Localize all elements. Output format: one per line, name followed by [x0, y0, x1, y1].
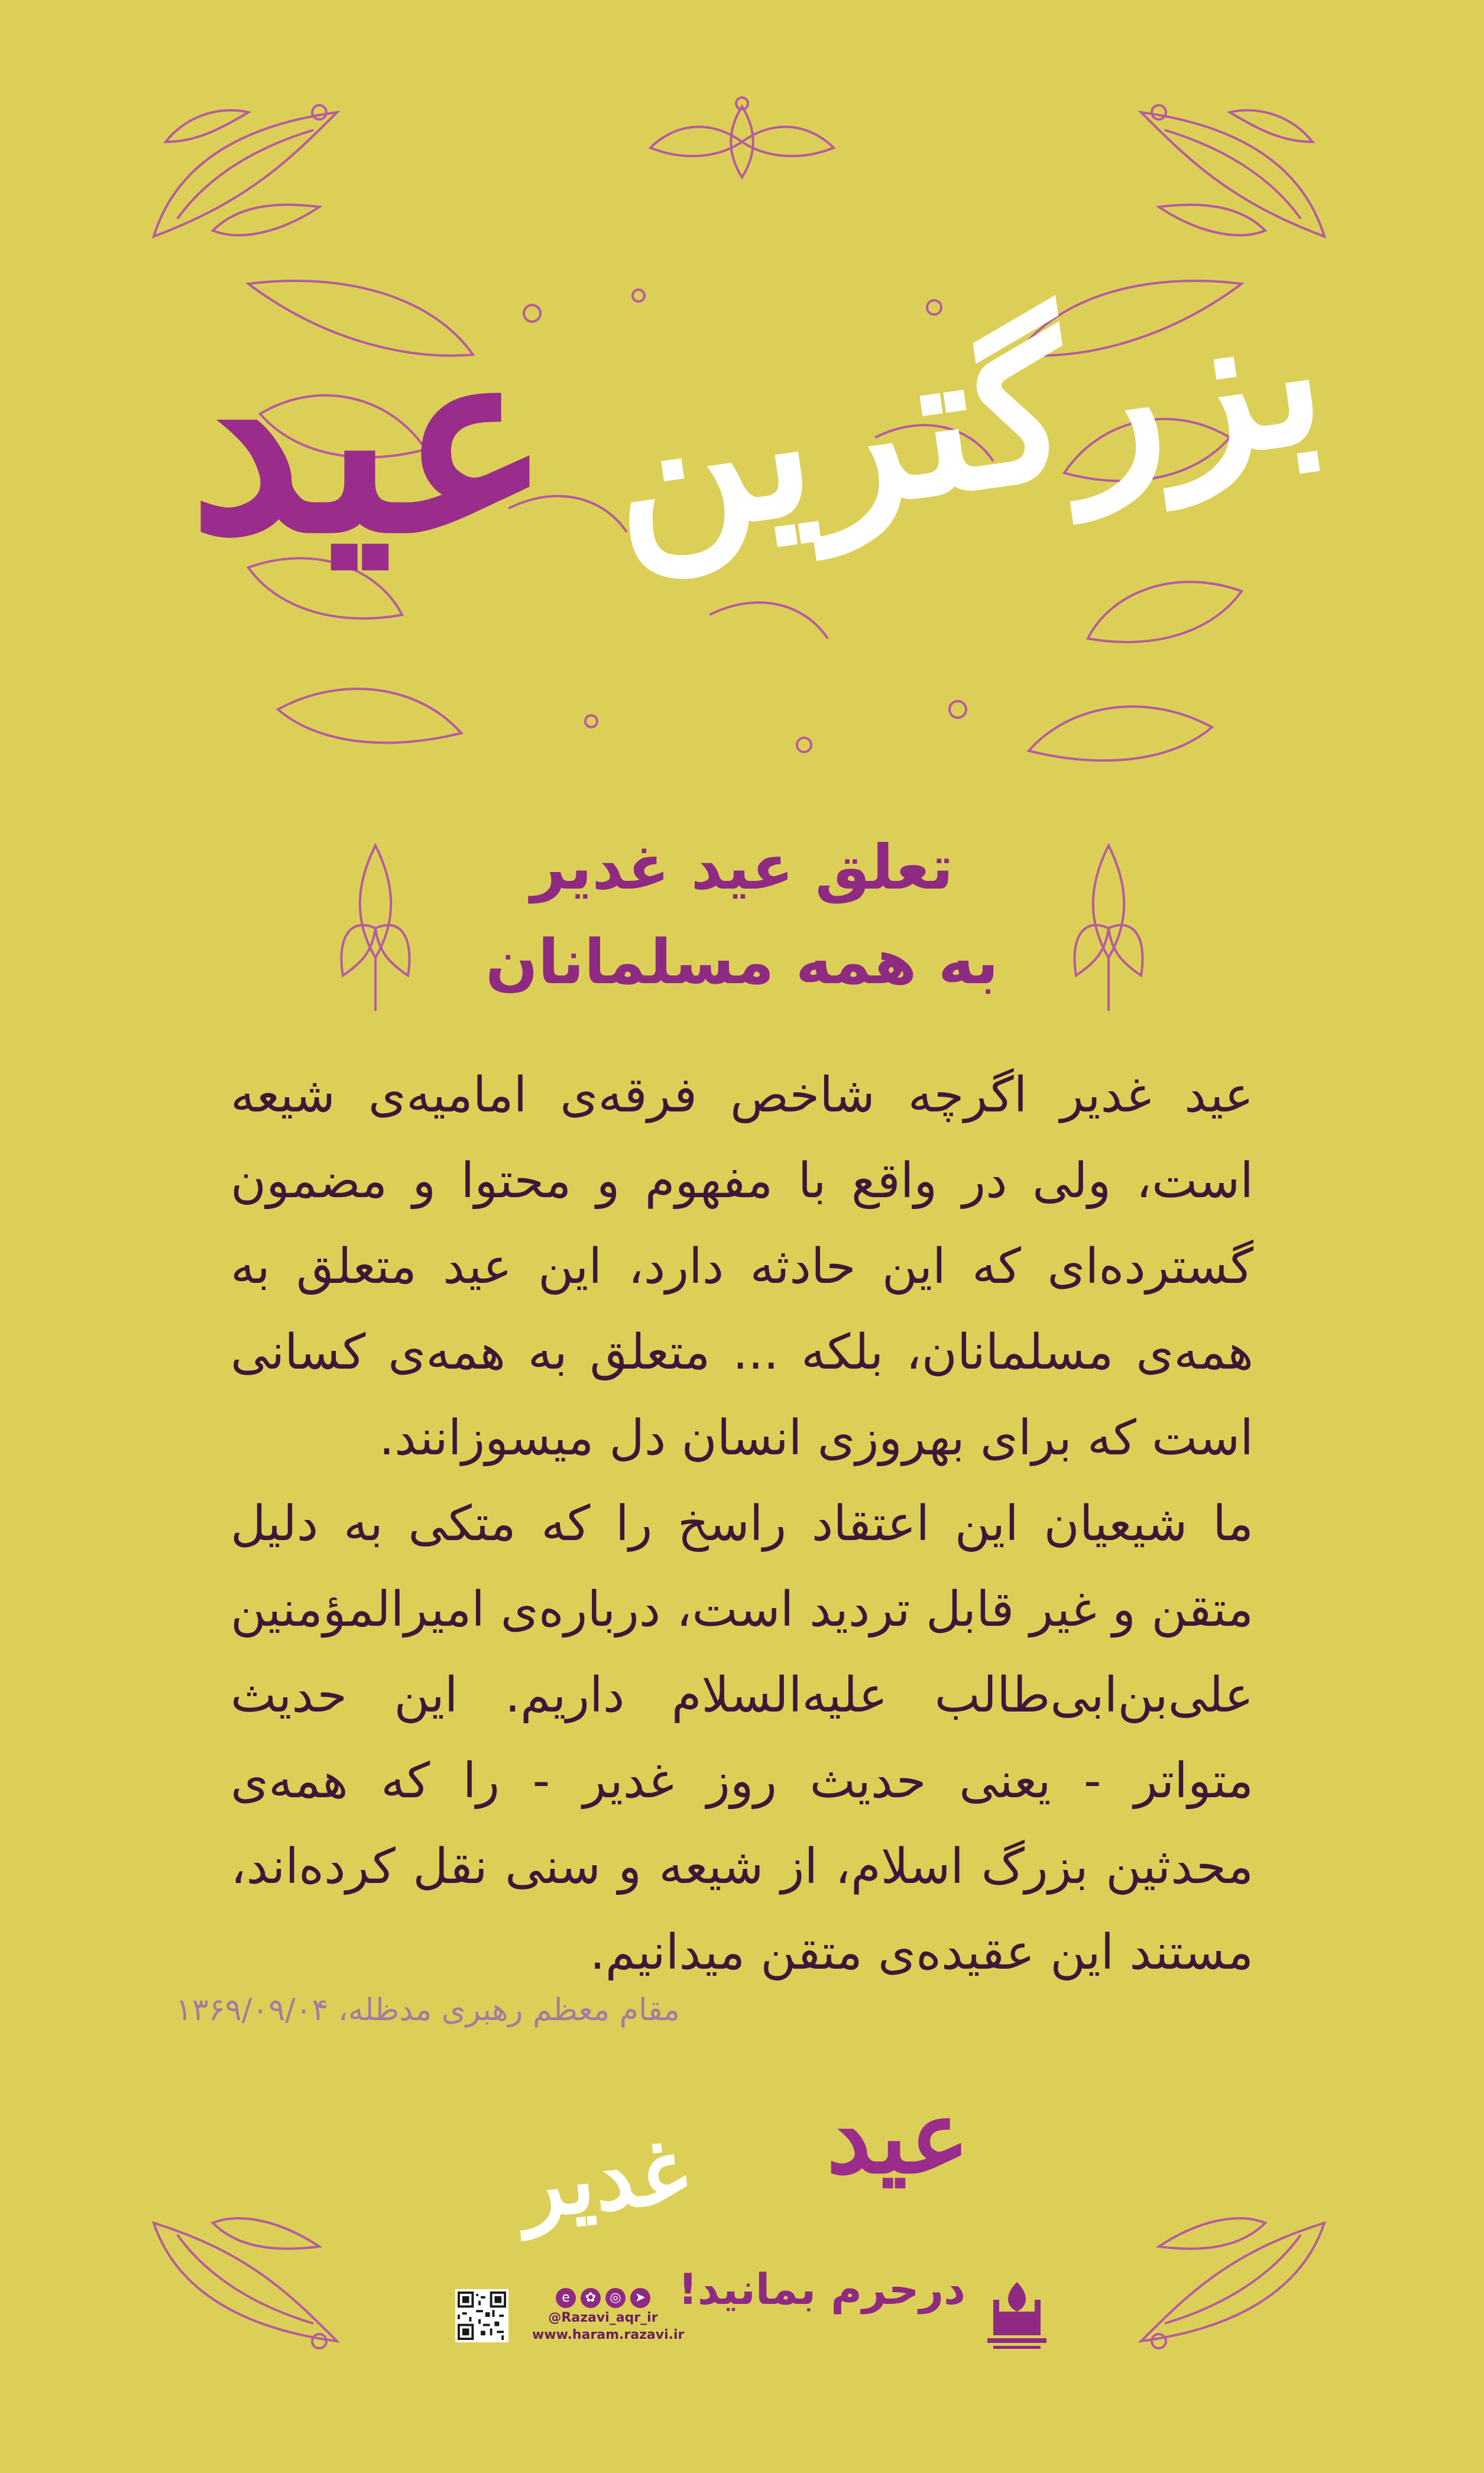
ornament-bottom-left-icon: [142, 2211, 355, 2365]
ornament-top-left-icon: [142, 89, 355, 248]
body-paragraph-1: عید غدیر اگرچه شاخص فرقه‌ی امامیه‌ی شیعه است، ولی در واقع با مفهوم و محتوا و مضمون گسترده‌ای که این حادثه دارد، این عید متعلق به همه‌ی مسلمانان، بلکه ... متعلق به همه‌ی کسانی است که برای بهروزی انسان دل میسوزانند.: [231, 1067, 1253, 1466]
qr-code-icon: [455, 2289, 508, 2342]
body-paragraph-2: ما شیعیان این اعتقاد راسخ را که متکی به دلیل متقن و غیر قابل تردید است، درباره‌ی امیرالمؤمنین علی‌بن‌ابی‌طالب علیه‌السلام داریم. این حدیث متواتر - یعنی حدیث روز غدیر - را که همه‌ی محدثین بزرگ اسلام، از شیعه و سنی نقل کرده‌اند، مستند این عقیده‌ی متقن میدانیم.: [231, 1496, 1253, 1981]
calligraphy-white-text: بزرگترین: [594, 255, 1338, 584]
ornament-subtitle-left-icon: [331, 840, 420, 1017]
ornament-bottom-right-icon: [1123, 2211, 1336, 2365]
subtitle-line-1: تعلق عید غدیر: [530, 831, 954, 903]
footer-slogan: درحرم بمانید!: [678, 2264, 966, 2314]
ornament-top-right-icon: [1123, 89, 1336, 248]
eitaa-icon[interactable]: e: [556, 2288, 576, 2308]
ornament-top-center-icon: [639, 95, 845, 183]
calligraphy-purple-text: عید: [189, 291, 552, 589]
eid-logo-white-text: غدیر: [515, 2118, 692, 2239]
subtitle-line-2: به همه مسلمانان: [485, 926, 999, 998]
main-calligraphy: [189, 255, 1338, 828]
shrine-emblem-icon: [981, 2276, 1052, 2353]
telegram-icon[interactable]: ➤: [630, 2288, 650, 2308]
ornament-subtitle-right-icon: [1064, 840, 1153, 1017]
body-text: [231, 1052, 1253, 1995]
social-links: [532, 2288, 685, 2342]
eid-logo-purple-text: عید: [827, 2078, 970, 2196]
instagram-icon[interactable]: ◎: [605, 2288, 626, 2308]
social-icons: [532, 2288, 674, 2308]
attribution: مقام معظم رهبری مدظله، ۱۳۶۹/۰۹/۰۴: [175, 1992, 680, 2028]
website-link[interactable]: www.haram.razavi.ir: [532, 2328, 685, 2342]
aparat-icon[interactable]: ✿: [581, 2288, 601, 2308]
eid-ghadir-logo: [515, 2078, 970, 2241]
social-handle[interactable]: @Razavi_aqr_ir: [548, 2310, 658, 2325]
